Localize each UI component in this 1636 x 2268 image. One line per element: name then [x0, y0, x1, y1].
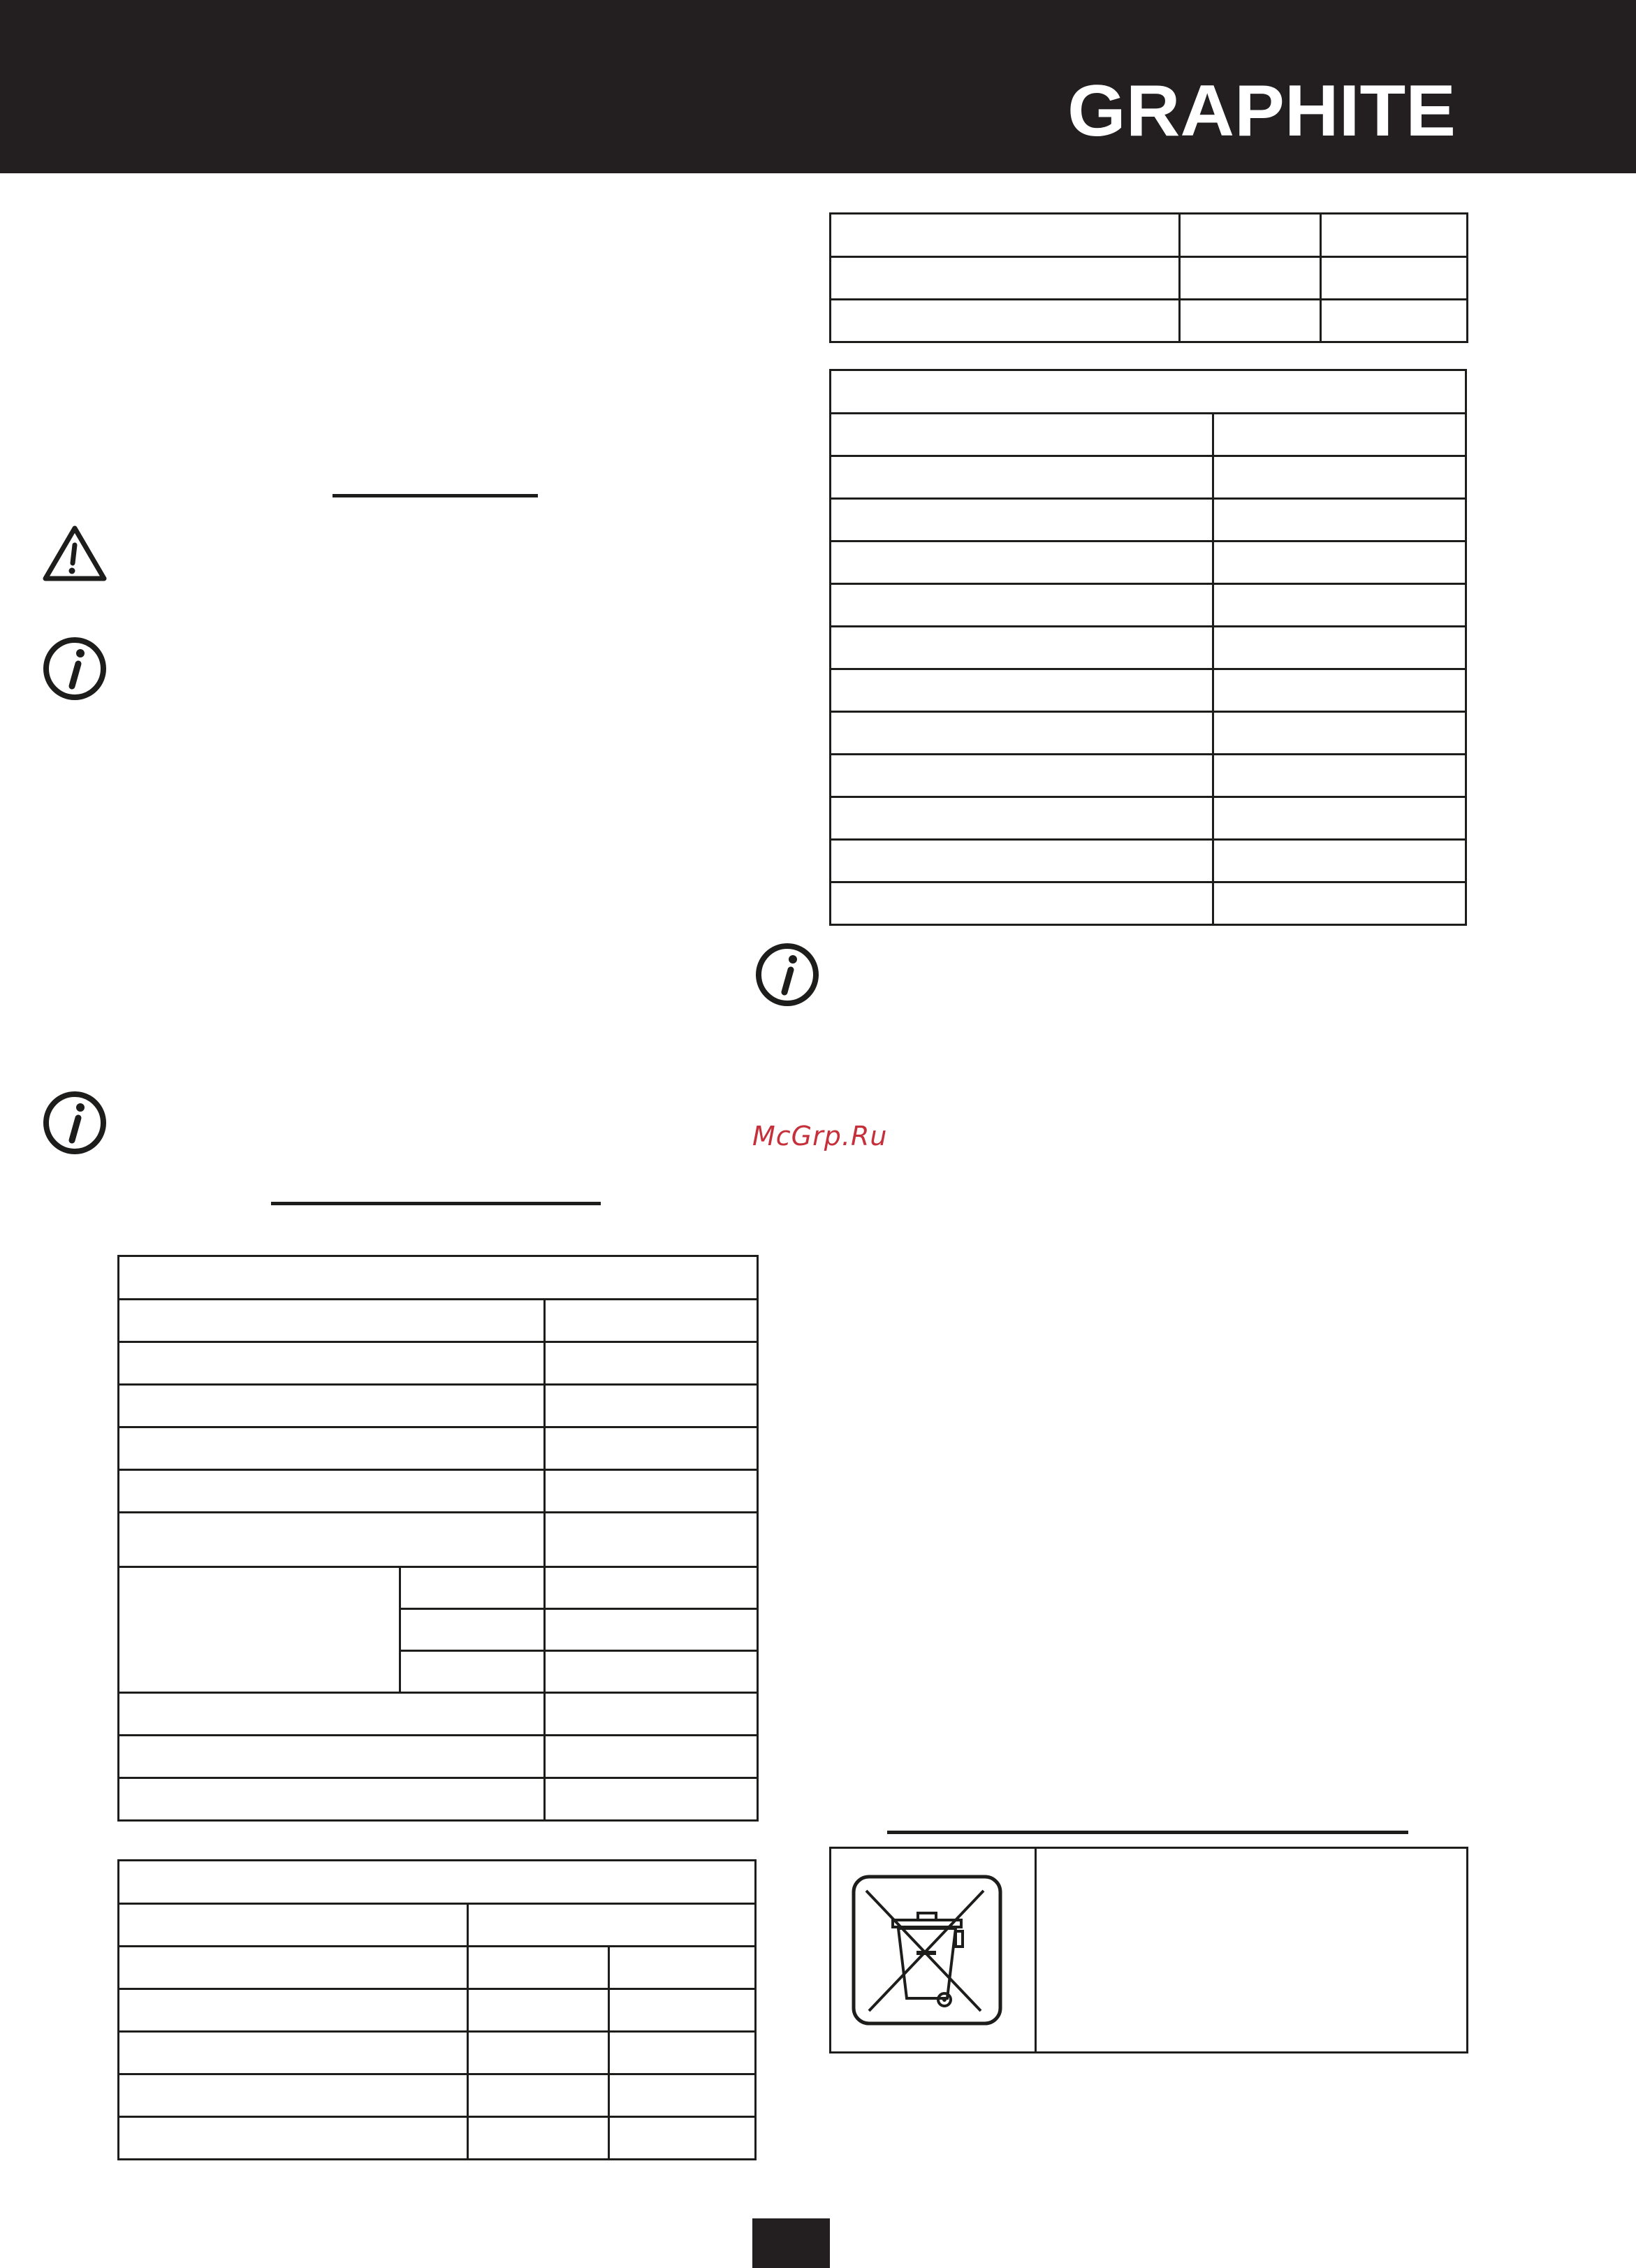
table-header-cell — [119, 1256, 758, 1300]
table-row — [831, 214, 1468, 257]
table-row — [831, 257, 1468, 300]
table-row — [119, 2117, 756, 2160]
table-row — [831, 541, 1466, 584]
table-row — [119, 1736, 758, 1778]
table-row — [119, 1989, 756, 2032]
table-row — [831, 456, 1466, 499]
noise-vibration-table — [117, 1859, 757, 2160]
technical-data-table — [117, 1255, 759, 1822]
table-row — [119, 1904, 756, 1947]
disposal-text-cell — [1036, 1848, 1468, 2053]
section-heading-rule — [271, 1202, 601, 1205]
disposal-icon-cell — [831, 1848, 1036, 2053]
info-circle-icon — [42, 1090, 108, 1156]
right-top-table — [829, 212, 1468, 343]
right-data-table — [829, 369, 1467, 926]
table-row — [119, 1427, 758, 1470]
svg-text:GRAPHITE: GRAPHITE — [1067, 78, 1456, 143]
table-row — [119, 1567, 758, 1609]
table-row — [831, 414, 1466, 456]
table-row — [831, 840, 1466, 882]
table-row — [119, 1778, 758, 1821]
table-row — [831, 712, 1466, 755]
table-row — [831, 669, 1466, 712]
table-row — [119, 1342, 758, 1385]
brand-logo — [1067, 78, 1456, 143]
table-row — [831, 584, 1466, 627]
section-heading-rule — [333, 494, 538, 497]
table-row — [831, 627, 1466, 669]
info-circle-icon — [754, 942, 820, 1008]
table-row — [119, 1470, 758, 1513]
table-row — [119, 1513, 758, 1567]
disposal-table — [829, 1847, 1468, 2053]
table-row — [831, 882, 1466, 925]
table-row — [119, 1385, 758, 1427]
table-row — [831, 797, 1466, 840]
table-row — [119, 1300, 758, 1342]
watermark-text: McGrp.Ru — [752, 1121, 888, 1151]
page-number-box — [752, 2218, 830, 2268]
warning-triangle-icon — [42, 524, 108, 583]
table-row — [119, 1947, 756, 1989]
table-row — [831, 300, 1468, 342]
table-header-cell — [119, 1861, 756, 1904]
table-header-cell — [831, 370, 1466, 414]
info-circle-icon — [42, 636, 108, 702]
table-row — [119, 2032, 756, 2074]
table-row — [119, 2074, 756, 2117]
table-row — [119, 1693, 758, 1736]
table-row — [831, 499, 1466, 541]
table-row — [831, 755, 1466, 797]
section-heading-rule — [887, 1831, 1408, 1834]
crossed-out-wheelie-bin-icon — [851, 1874, 1003, 2026]
